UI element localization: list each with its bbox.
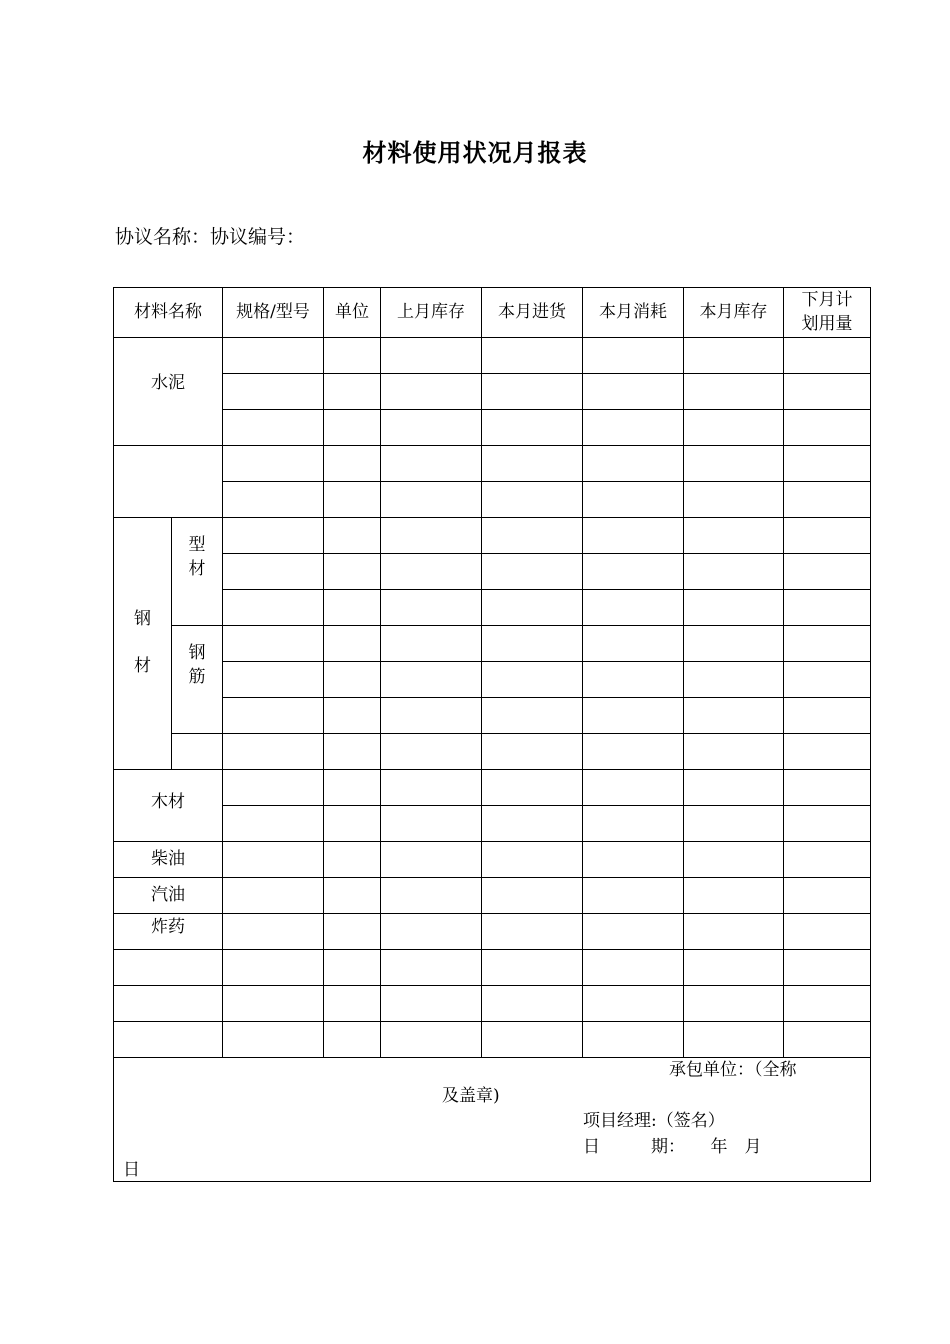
empty-cell: [583, 338, 684, 374]
empty-cell: [324, 338, 381, 374]
table-row: [114, 698, 871, 734]
empty-cell: [381, 806, 482, 842]
header-text: 划用量: [801, 313, 853, 334]
table-row: [114, 806, 871, 842]
project-manager-label: 项目经理:（签名）: [583, 1111, 725, 1131]
empty-cell: [583, 554, 684, 590]
empty-cell: [583, 986, 684, 1022]
header-row: [114, 288, 871, 338]
empty-cell: [784, 410, 871, 446]
table-row: [114, 554, 871, 590]
empty-cell: [684, 518, 784, 554]
empty-cell: [583, 914, 684, 950]
empty-cell: [583, 374, 684, 410]
empty-cell: [583, 770, 684, 806]
empty-cell: [482, 806, 583, 842]
material-label: 材: [188, 558, 206, 579]
empty-cell: [324, 662, 381, 698]
contractor-label-cont: 及盖章): [442, 1086, 500, 1106]
header-cell: 规格/型号: [223, 288, 324, 338]
empty-cell: [223, 446, 324, 482]
empty-cell: [684, 626, 784, 662]
empty-cell: [114, 986, 223, 1022]
empty-cell: [381, 698, 482, 734]
empty-cell: [381, 1022, 482, 1058]
empty-cell: [583, 446, 684, 482]
material-report-table: [113, 287, 871, 1182]
empty-cell: [784, 374, 871, 410]
empty-cell: [583, 878, 684, 914]
empty-cell: [381, 554, 482, 590]
empty-cell: [583, 950, 684, 986]
material-label: 水泥: [151, 372, 185, 393]
empty-cell: [583, 1022, 684, 1058]
empty-cell: [482, 950, 583, 986]
empty-cell: [114, 950, 223, 986]
empty-cell: [684, 986, 784, 1022]
empty-cell: [482, 698, 583, 734]
empty-cell: [324, 914, 381, 950]
header-cell: 材料名称: [114, 288, 223, 338]
empty-cell: [482, 770, 583, 806]
empty-cell: [784, 914, 871, 950]
empty-cell: [583, 806, 684, 842]
material-steel: [114, 518, 172, 770]
table-row: [114, 626, 871, 662]
empty-cell: [684, 374, 784, 410]
empty-cell: [324, 698, 381, 734]
empty-cell: [223, 914, 324, 950]
material-label: 材: [134, 656, 151, 677]
material-label: 筋: [188, 666, 206, 687]
empty-cell: [684, 734, 784, 770]
date-day-label: 日: [123, 1160, 140, 1180]
empty-cell: [381, 950, 482, 986]
material-label: 木材: [151, 791, 185, 812]
empty-cell: [324, 482, 381, 518]
material-diesel: 柴油: [114, 842, 223, 878]
empty-cell: [381, 914, 482, 950]
empty-cell: [223, 374, 324, 410]
empty-cell: [583, 518, 684, 554]
empty-cell: [583, 842, 684, 878]
empty-cell: [784, 626, 871, 662]
empty-cell: [381, 770, 482, 806]
empty-cell: [324, 410, 381, 446]
footer-row: [114, 1058, 871, 1182]
empty-cell: [223, 554, 324, 590]
empty-cell: [784, 950, 871, 986]
empty-cell: [784, 986, 871, 1022]
empty-cell: [381, 518, 482, 554]
header-cell: 本月消耗: [583, 288, 684, 338]
empty-cell: [324, 554, 381, 590]
table-row: [114, 842, 871, 878]
table-row: [114, 662, 871, 698]
empty-cell: [324, 878, 381, 914]
empty-cell: [482, 914, 583, 950]
empty-cell: [784, 806, 871, 842]
table-row: [114, 410, 871, 446]
empty-cell: [684, 482, 784, 518]
empty-cell: [784, 482, 871, 518]
empty-cell: [381, 374, 482, 410]
signature-block: [114, 1058, 871, 1182]
table-row: [114, 914, 871, 950]
empty-cell: [381, 842, 482, 878]
empty-cell: [684, 446, 784, 482]
empty-cell: [784, 698, 871, 734]
empty-cell: [684, 410, 784, 446]
empty-cell: [223, 806, 324, 842]
table-row: [114, 986, 871, 1022]
table-row: [114, 878, 871, 914]
empty-cell: [324, 842, 381, 878]
empty-cell: [684, 950, 784, 986]
empty-cell: [324, 590, 381, 626]
empty-cell: [223, 878, 324, 914]
empty-cell: [223, 410, 324, 446]
material-label: 型: [188, 534, 206, 555]
empty-cell: [583, 734, 684, 770]
table-row: [114, 734, 871, 770]
empty-cell: [324, 626, 381, 662]
empty-cell: [684, 554, 784, 590]
empty-cell: [482, 842, 583, 878]
empty-cell: [684, 338, 784, 374]
material-explosive: [114, 914, 223, 950]
empty-cell: [482, 590, 583, 626]
header-cell: 单位: [324, 288, 381, 338]
empty-cell: [684, 878, 784, 914]
empty-cell: [381, 446, 482, 482]
material-gasoline: 汽油: [114, 878, 223, 914]
header-cell: 本月库存: [684, 288, 784, 338]
table-row: [114, 590, 871, 626]
empty-cell: [381, 626, 482, 662]
empty-cell: [324, 374, 381, 410]
empty-cell: [223, 338, 324, 374]
empty-cell: [324, 806, 381, 842]
empty-cell: [684, 1022, 784, 1058]
empty-cell: [482, 662, 583, 698]
header-cell: [784, 288, 871, 338]
contractor-label: 承包单位：（全称: [669, 1060, 797, 1080]
empty-cell: [223, 770, 324, 806]
material-steel-profile: [172, 518, 223, 626]
empty-cell: [482, 374, 583, 410]
empty-cell: [482, 986, 583, 1022]
empty-cell: [482, 626, 583, 662]
empty-cell: [482, 410, 583, 446]
material-label: 钢: [188, 642, 206, 663]
header-text: 下月计: [801, 289, 853, 310]
material-cement: [114, 338, 223, 446]
material-label: 炸药: [151, 916, 185, 937]
empty-cell: [324, 986, 381, 1022]
empty-cell: [223, 950, 324, 986]
empty-cell: [784, 338, 871, 374]
empty-material-cell: [114, 446, 223, 518]
empty-cell: [684, 770, 784, 806]
empty-cell: [684, 590, 784, 626]
table-row: [114, 482, 871, 518]
table-row: [114, 338, 871, 374]
table-row: [114, 950, 871, 986]
empty-cell: [381, 410, 482, 446]
empty-cell: [223, 518, 324, 554]
empty-cell: [784, 878, 871, 914]
empty-cell: [784, 770, 871, 806]
empty-cell: [381, 482, 482, 518]
table-row: [114, 770, 871, 806]
empty-cell: [223, 1022, 324, 1058]
empty-cell: [784, 1022, 871, 1058]
table-row: [114, 446, 871, 482]
empty-cell: [482, 482, 583, 518]
empty-cell: [784, 446, 871, 482]
empty-cell: [684, 698, 784, 734]
empty-cell: [381, 986, 482, 1022]
empty-cell: [583, 590, 684, 626]
material-wood: [114, 770, 223, 842]
empty-cell: [381, 734, 482, 770]
empty-cell: [324, 950, 381, 986]
material-rebar: [172, 626, 223, 734]
table-row: [114, 518, 871, 554]
empty-cell: [381, 662, 482, 698]
empty-cell: [482, 554, 583, 590]
empty-cell: [223, 698, 324, 734]
empty-cell: [784, 554, 871, 590]
empty-cell: [784, 590, 871, 626]
empty-cell: [223, 986, 324, 1022]
agreement-info: 协议名称：协议编号：: [115, 226, 306, 248]
empty-cell: [482, 518, 583, 554]
empty-cell: [114, 1022, 223, 1058]
empty-cell: [583, 410, 684, 446]
empty-cell: [223, 842, 324, 878]
empty-cell: [324, 446, 381, 482]
empty-cell: [583, 698, 684, 734]
empty-cell: [381, 338, 482, 374]
empty-cell: [482, 338, 583, 374]
empty-cell: [482, 1022, 583, 1058]
header-cell: 本月进货: [482, 288, 583, 338]
empty-cell: [482, 734, 583, 770]
empty-cell: [583, 626, 684, 662]
empty-cell: [223, 662, 324, 698]
empty-cell: [684, 842, 784, 878]
table-row: [114, 1022, 871, 1058]
empty-cell: [223, 482, 324, 518]
header-cell: 上月库存: [381, 288, 482, 338]
empty-cell: [784, 842, 871, 878]
table-row: [114, 374, 871, 410]
empty-cell: [583, 482, 684, 518]
empty-cell: [381, 590, 482, 626]
empty-cell: [324, 770, 381, 806]
empty-cell: [784, 518, 871, 554]
page-title: 材料使用状况月报表: [362, 138, 588, 167]
empty-cell: [583, 662, 684, 698]
empty-cell: [684, 914, 784, 950]
empty-cell: [223, 734, 324, 770]
empty-cell: [684, 806, 784, 842]
empty-cell: [684, 662, 784, 698]
empty-cell: [784, 662, 871, 698]
date-label: 日 期： 年 月: [583, 1137, 762, 1157]
empty-cell: [223, 626, 324, 662]
empty-cell: [482, 446, 583, 482]
empty-cell: [324, 518, 381, 554]
material-label: 钢: [134, 608, 151, 629]
empty-cell: [324, 734, 381, 770]
empty-cell: [172, 734, 223, 770]
empty-cell: [223, 590, 324, 626]
empty-cell: [784, 734, 871, 770]
empty-cell: [324, 1022, 381, 1058]
empty-cell: [482, 878, 583, 914]
empty-cell: [381, 878, 482, 914]
